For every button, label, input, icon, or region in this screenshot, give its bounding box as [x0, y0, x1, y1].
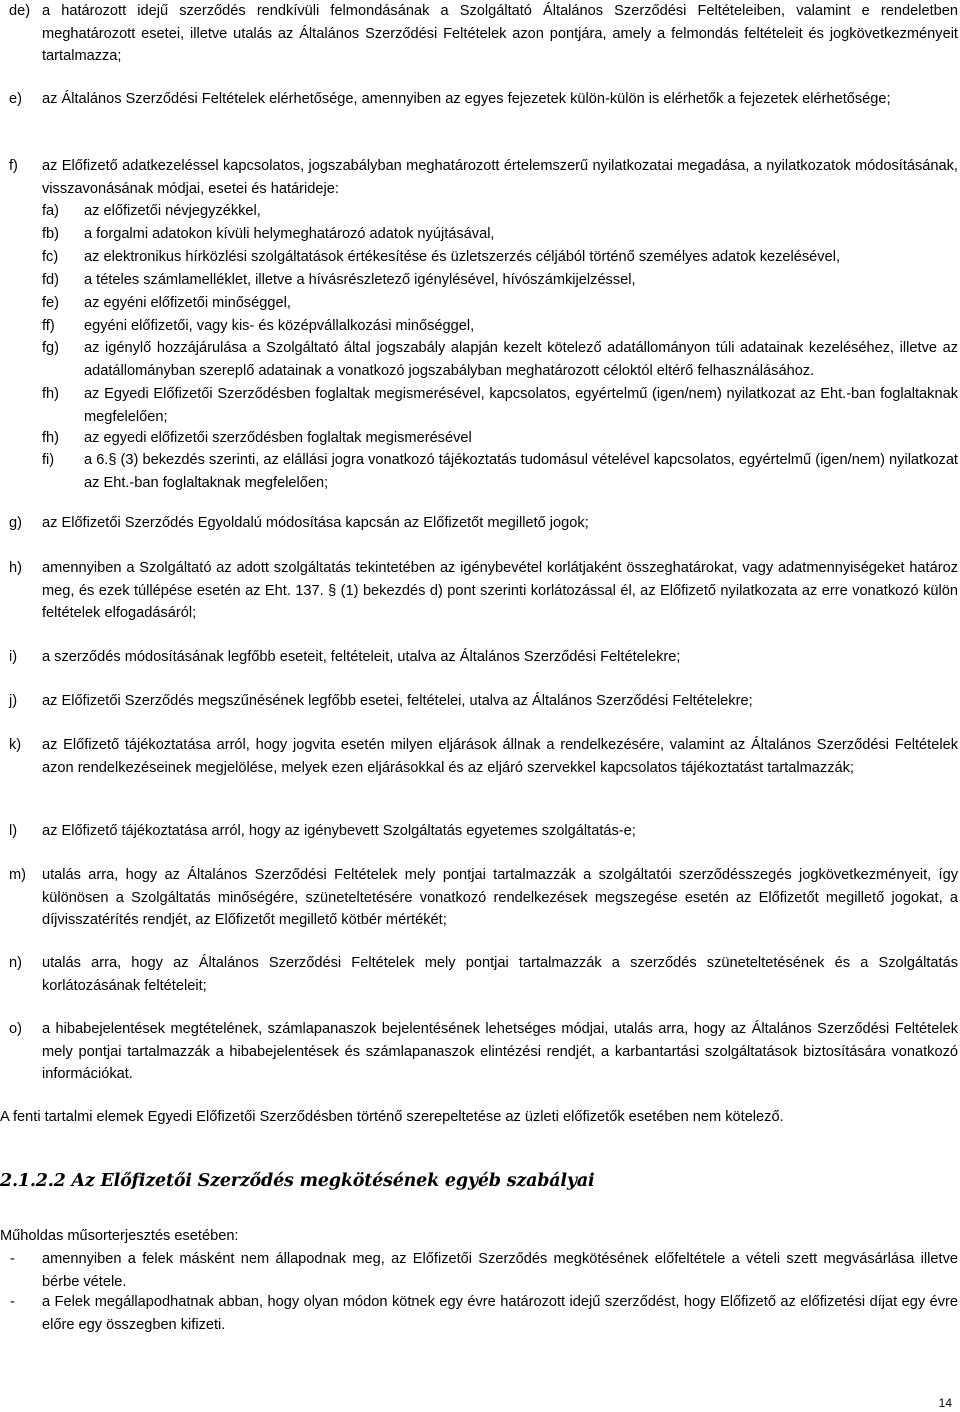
item-label: de) — [9, 3, 31, 19]
item-text: az Előfizetői Szerződés megszűnésének legfőbb esetei, feltételei, utalva az Általános Szerződési Feltételekre; — [42, 693, 753, 709]
item-text: amennyiben a Szolgáltató az adott szolgáltatás tekintetében az igénybevétel korlátjaként összeghatárokat, vagy adatmennyiségeket határoz meg, és ezek túllépése esetén az Eht. 137. § (1) bekezdés d) pont szerinti korlátozással él, az Előfizető nyilatkozata az erre vonatkozó külön feltételek elfogadásáról; — [42, 560, 958, 621]
sub-item-text: egyéni előfizetői, vagy kis- és középvállalkozási minőséggel, — [84, 318, 475, 334]
sub-item-label: fd) — [42, 272, 60, 288]
sub-item-label: fh) — [42, 430, 60, 446]
item-label: g) — [9, 515, 22, 531]
page-number: 14 — [938, 1396, 952, 1410]
sub-item-label: fe) — [42, 295, 60, 311]
sub-item-text: az igénylő hozzájárulása a Szolgáltató által jogszabály alapján kezelt kötelező adatállományon túli adatainak kezeléséhez, illetve az adatállományban szereplő adatainak a vonatkozó jogszabályban meghatározott céloktól eltérő felhasználásához. — [84, 340, 958, 379]
item-text: a hibabejelentések megtételének, számlapanaszok bejelentésének lehetséges módjai, utalás arra, hogy az Általános Szerződési Feltételek mely pontjai tartalmazzák a hibabejelentések és számlapanaszok elintézési rendjét, a karbantartási szolgáltatások biztosítására vonatkozó információkat. — [42, 1021, 958, 1082]
dash-bullet: - — [10, 1251, 15, 1267]
list-item — [0, 512, 958, 535]
item-label: k) — [9, 737, 22, 753]
item-label: e) — [9, 91, 22, 107]
sub-list-item — [42, 449, 958, 494]
sub-item-label: fi) — [42, 452, 55, 468]
sub-item-text: az egyedi előfizetői szerződésben foglaltak megismerésével — [84, 430, 472, 446]
item-label: n) — [9, 955, 22, 971]
item-text: az Előfizető adatkezeléssel kapcsolatos, jogszabályban meghatározott értelemszerű nyilatkozatai megadása, a nyilatkozatok módosításának, visszavonásának módjai, esetei és határideje: — [42, 158, 958, 197]
item-text: az Előfizetői Szerződés Egyoldalú módosítása kapcsán az Előfizetőt megillető jogok; — [42, 515, 589, 531]
list-item — [0, 646, 958, 669]
list-item — [0, 1018, 958, 1086]
list-item — [0, 952, 958, 997]
sub-item-text: az előfizetői névjegyzékkel, — [84, 203, 261, 219]
dash-item-text: a Felek megállapodhatnak abban, hogy olyan módon kötnek egy évre határozott idejű szerződést, hogy Előfizető az előfizetési díjat egy évre előre egy összegben kifizeti. — [42, 1294, 958, 1333]
item-text: a szerződés módosításának legfőbb eseteit, feltételeit, utalva az Általános Szerződési Feltételekre; — [42, 649, 681, 665]
list-item — [0, 557, 958, 625]
sub-item-text: az egyéni előfizetői minőséggel, — [84, 295, 291, 311]
item-text: az Előfizető tájékoztatása arról, hogy jogvita esetén milyen eljárások állnak a rendelkezésére, valamint az Általános Szerződési Feltételek azon rendelkezéseinek megjelölése, melyek ezen eljárásokkal és az eljáró szervekkel kapcsolatos tájékoztatást tartalmazzák; — [42, 737, 958, 776]
list-item — [0, 820, 958, 843]
dash-item-text: amennyiben a felek másként nem állapodnak meg, az Előfizetői Szerződés megkötésének előfeltétele a vételi szett megvásárlása illetve bérbe vétele. — [42, 1251, 958, 1290]
item-text: a határozott idejű szerződés rendkívüli felmondásának a Szolgáltató Általános Szerződési Feltételeiben, valamint e rendeletben meghatározott esetei, illetve utalás az Általános Szerződési Feltételek azon pontjára, amely a felmondás feltételeit és jogkövetkezményeit tartalmazza; — [42, 3, 958, 64]
sub-list-item — [42, 269, 958, 292]
sub-list-item — [42, 292, 958, 315]
sub-list-item — [42, 223, 958, 246]
item-label: m) — [9, 867, 27, 883]
sub-item-label: fa) — [42, 203, 60, 219]
item-text: utalás arra, hogy az Általános Szerződési Feltételek mely pontjai tartalmazzák a szolgáltatói szerződésszegés jogkövetkezményeit, így különösen a Szolgáltatás minőségére, szüneteltetésére vonatkozó rendelkezések megszegése esetén az Előfizetőt megillető jogokat, a díjvisszatérítés rendjét, az Előfizetőt megillető kötbér mértékét; — [42, 867, 958, 928]
sub-list-item — [42, 246, 958, 269]
list-item — [0, 734, 958, 779]
sub-item-text: a 6.§ (3) bekezdés szerinti, az elállási jogra vonatkozó tájékoztatás tudomásul vételével kapcsolatos, egyértelmű (igen/nem) nyilatkozat az Eht.-ban foglaltaknak megfelelően; — [84, 452, 958, 491]
item-label: h) — [9, 560, 22, 576]
list-item — [0, 155, 958, 200]
sub-item-label: fb) — [42, 226, 60, 242]
item-label: j) — [9, 693, 18, 709]
sub-list-item — [42, 200, 958, 223]
dash-list-item — [0, 1291, 958, 1336]
sub-item-label: fc) — [42, 249, 59, 265]
list-item — [0, 690, 958, 713]
sub-list-item — [42, 337, 958, 382]
dash-bullet: - — [10, 1294, 15, 1310]
item-text: utalás arra, hogy az Általános Szerződési Feltételek mely pontjai tartalmazzák a szerződés szüneteltetésének és a Szolgáltatás korlátozásának feltételeit; — [42, 955, 958, 994]
section-heading: 2.1.2.2 Az Előfizetői Szerződés megkötésének egyéb szabályai — [0, 1171, 595, 1191]
list-item — [0, 0, 958, 68]
sub-item-label: fg) — [42, 340, 60, 356]
sub-item-text: az Egyedi Előfizetői Szerződésben foglaltak megismerésével, kapcsolatos, egyértelmű (igen/nem) nyilatkozat az Eht.-ban foglaltaknak megfelelően; — [84, 386, 958, 425]
sub-item-text: a forgalmi adatokon kívüli helymeghatározó adatok nyújtásával, — [84, 226, 495, 242]
sub-list-item — [42, 315, 958, 338]
sub-item-text: a tételes számlamelléklet, illetve a hívásrészletező igénylésével, hívószámkijelzéssel, — [84, 272, 636, 288]
item-text: az Előfizető tájékoztatása arról, hogy az igénybevett Szolgáltatás egyetemes szolgáltatás-e; — [42, 823, 636, 839]
list-item — [0, 88, 958, 111]
item-label: l) — [9, 823, 18, 839]
item-text: az Általános Szerződési Feltételek elérhetősége, amennyiben az egyes fejezetek külön-külön is elérhetők a fejezetek elérhetősége; — [42, 91, 891, 107]
list-item — [0, 864, 958, 932]
sub-item-label: fh) — [42, 386, 60, 402]
sub-item-text: az elektronikus hírközlési szolgáltatások értékesítése és üzletszerzés céljából történő személyes adatok kezelésével, — [84, 249, 841, 265]
sub-item-label: ff) — [42, 318, 55, 334]
sub-list-item — [42, 427, 958, 450]
sub-list-item — [42, 383, 958, 428]
dash-list-item — [0, 1248, 958, 1293]
item-label: i) — [9, 649, 18, 665]
closing-paragraph: A fenti tartalmi elemek Egyedi Előfizetői Szerződésben történő szerepeltetése az üzleti előfizetők esetében nem kötelező. — [0, 1109, 784, 1125]
intro-text: Műholdas műsorterjesztés esetében: — [0, 1228, 239, 1244]
item-label: f) — [9, 158, 18, 174]
item-label: o) — [9, 1021, 22, 1037]
